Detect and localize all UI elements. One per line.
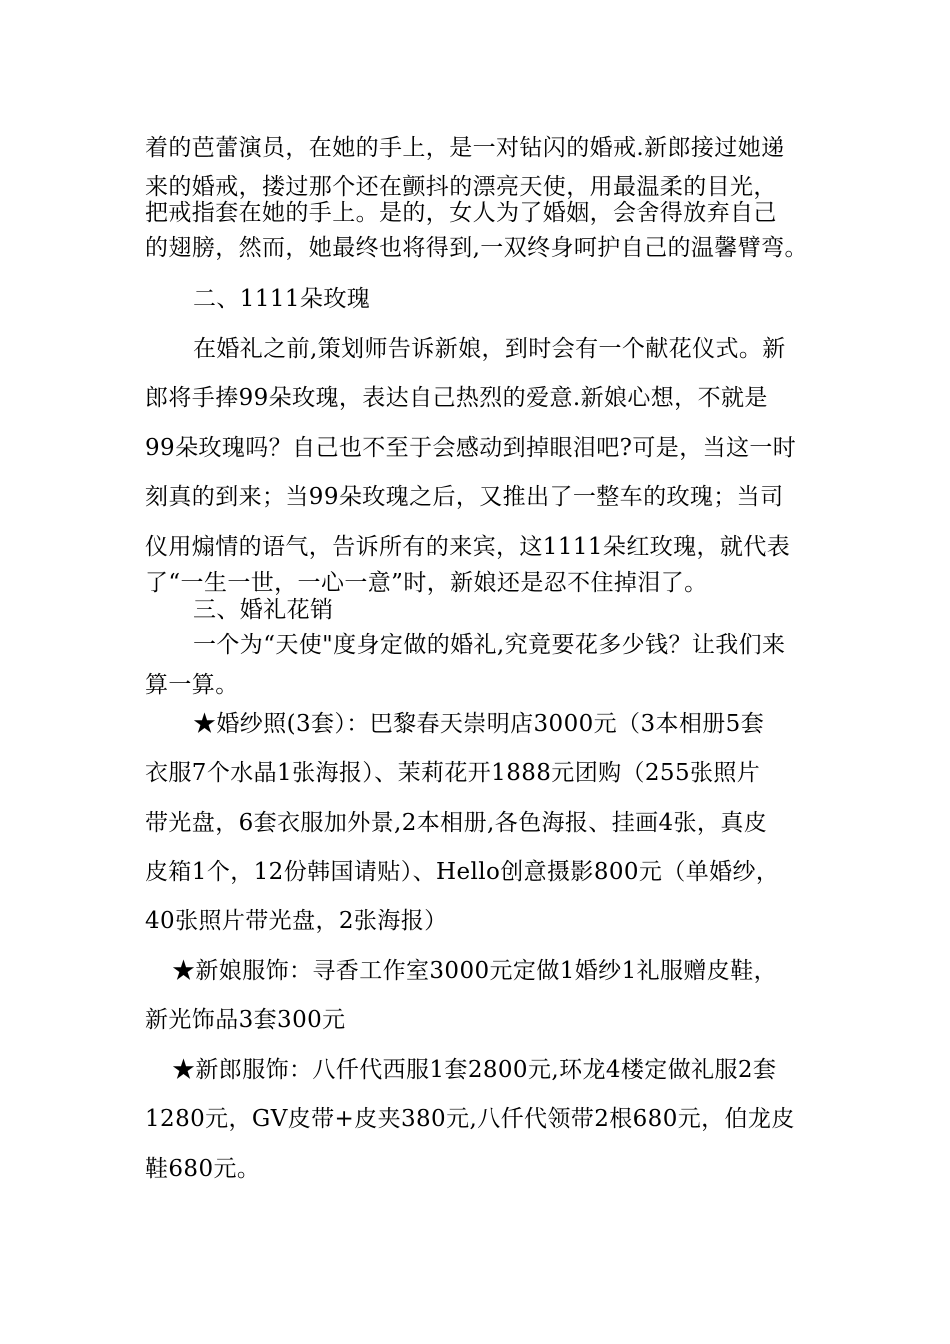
paragraph-line: 了“一生一世，一心一意”时，新娘还是忍不住掉泪了。 bbox=[145, 570, 708, 596]
paragraph-line: 算一算。 bbox=[145, 672, 239, 698]
paragraph-line: 的翅膀，然而，她最终也将得到,一双终身呵护自己的温馨臂弯。 bbox=[145, 235, 808, 261]
section-heading: 二、1111朵玫瑰 bbox=[193, 286, 371, 312]
list-item-line: 40张照片带光盘，2张海报） bbox=[145, 908, 448, 934]
list-item-line: ★婚纱照(3套）：巴黎春天崇明店3000元（3本相册5套 bbox=[193, 711, 765, 737]
section-heading: 三、婚礼花销 bbox=[193, 597, 334, 623]
list-item-line: 带光盘，6套衣服加外景,2本相册,各色海报、挂画4张，真皮 bbox=[145, 810, 768, 836]
list-item-line: 皮箱1个，12份韩国请贴）、Hello创意摄影800元（单婚纱， bbox=[145, 859, 780, 885]
list-item-line: 新光饰品3套300元 bbox=[145, 1007, 346, 1033]
paragraph-line: 一个为“天使"度身定做的婚礼,究竟要花多少钱？让我们来 bbox=[193, 632, 786, 658]
list-item-line: 衣服7个水晶1张海报）、茉莉花开1888元团购（255张照片 bbox=[145, 760, 761, 786]
paragraph-line: 仪用煽情的语气，告诉所有的来宾，这1111朵红玫瑰，就代表 bbox=[145, 534, 791, 560]
paragraph-line: 来的婚戒，搂过那个还在颤抖的漂亮天使，用最温柔的目光， bbox=[145, 174, 777, 200]
paragraph-line: 在婚礼之前,策划师告诉新娘，到时会有一个献花仪式。新 bbox=[193, 336, 786, 362]
paragraph-line: 郎将手捧99朵玫瑰，表达自己热烈的爱意.新娘心想，不就是 bbox=[145, 385, 768, 411]
paragraph-line: 把戒指套在她的手上。是的，女人为了婚姻，会舍得放弃自己 bbox=[145, 200, 777, 226]
paragraph-line: 刻真的到来；当99朵玫瑰之后，又推出了一整车的玫瑰；当司 bbox=[145, 484, 784, 510]
paragraph-line: 99朵玫瑰吗？自己也不至于会感动到掉眼泪吧?可是，当这一时 bbox=[145, 435, 797, 461]
list-item-line: ★新郎服饰：八仟代西服1套2800元,环龙4楼定做礼服2套 bbox=[172, 1057, 777, 1083]
paragraph-line: 着的芭蕾演员，在她的手上，是一对钻闪的婚戒.新郎接过她递 bbox=[145, 135, 785, 161]
list-item-line: ★新娘服饰：寻香工作室3000元定做1婚纱1礼服赠皮鞋， bbox=[172, 958, 777, 984]
list-item-line: 鞋680元。 bbox=[145, 1156, 261, 1182]
list-item-line: 1280元，GV皮带+皮夹380元,八仟代领带2根680元，伯龙皮 bbox=[145, 1106, 795, 1132]
